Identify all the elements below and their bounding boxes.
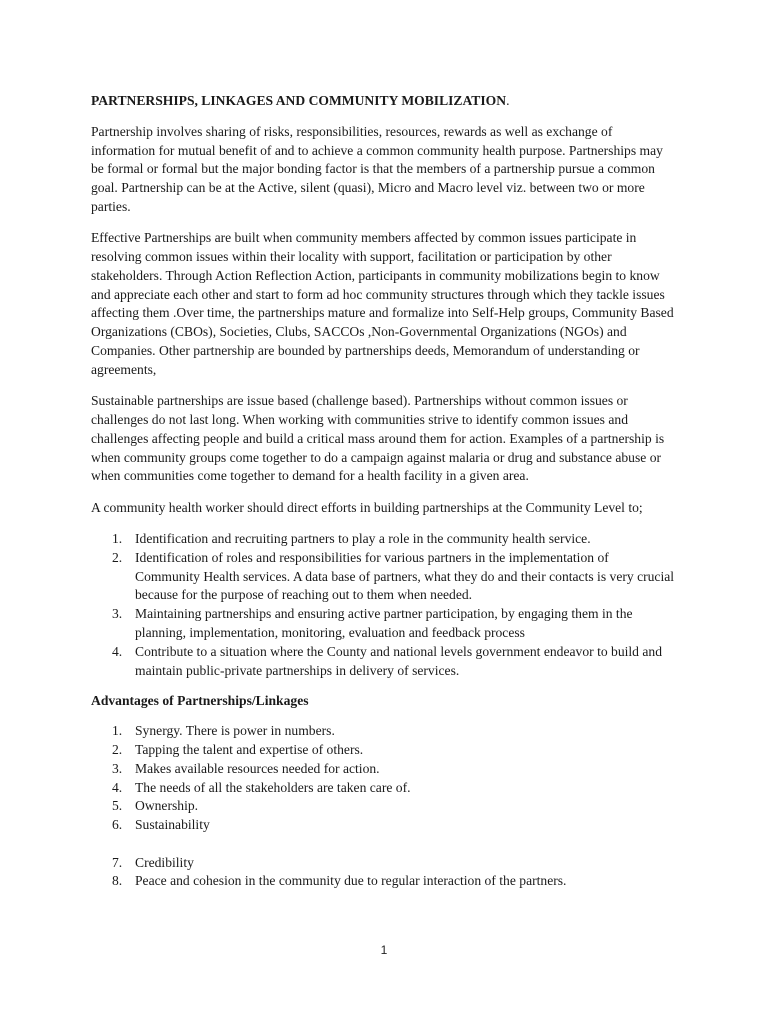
list-number: 2. — [112, 549, 123, 565]
list-number: 6. — [112, 817, 123, 833]
list-item — [91, 760, 676, 779]
list-item — [91, 816, 676, 835]
list-number: 5. — [112, 798, 123, 814]
list-number: 7. — [112, 854, 123, 870]
list-item — [91, 779, 676, 798]
list-item — [91, 530, 676, 549]
title-text: PARTNERSHIPS, LINKAGES AND COMMUNITY MOBILIZATION — [91, 93, 507, 108]
list-text: Tapping the talent and expertise of others. — [135, 741, 364, 757]
list-number: 3. — [112, 606, 123, 622]
list-item — [91, 549, 676, 605]
paragraph-chw-efforts-intro: A community health worker should direct efforts in building partnerships at the Community Level to; — [91, 499, 643, 515]
list-text: Synergy. There is power in numbers. — [135, 723, 335, 739]
efforts-list — [91, 530, 676, 680]
list-number: 1. — [112, 723, 123, 739]
list-number: 3. — [112, 760, 123, 776]
list-item — [91, 797, 676, 816]
advantages-heading: Advantages of Partnerships/Linkages — [91, 693, 309, 709]
list-text: Makes available resources needed for action. — [135, 760, 380, 776]
list-item — [91, 854, 676, 873]
list-text: Ownership. — [135, 798, 199, 814]
list-number: 1. — [112, 530, 123, 546]
list-number: 4. — [112, 643, 123, 659]
list-spacer — [91, 835, 676, 854]
advantages-list — [91, 722, 676, 835]
list-item — [91, 741, 676, 760]
list-text: Identification of roles and responsibilities for various partners in the implementation of Community Health services. A data base of partners, what they do and their contacts is very crucial because for the purpose of reaching out to them when needed. — [135, 549, 675, 603]
paragraph-sustainable-partnerships: Sustainable partnerships are issue based (challenge based). Partnerships without common issues or challenges do not last long. When working with communities strive to identify common issues and challenges affecting people and build a critical mass around them for action. Examples of a partnership is when community groups come together to do a campaign against malaria or drug and substance abuse or when communities come together to demand for a health facility in a given area. — [91, 393, 665, 484]
list-text: Sustainability — [135, 817, 210, 833]
page-number: 1 — [380, 943, 388, 957]
list-item — [91, 722, 676, 741]
list-number: 4. — [112, 779, 123, 795]
advantages-list-continued — [91, 854, 676, 892]
title-period: . — [506, 93, 510, 108]
list-text: Contribute to a situation where the County and national levels government endeavor to build and maintain public-private partnerships in delivery of services. — [135, 643, 663, 678]
paragraph-effective-partnerships: Effective Partnerships are built when community members affected by common issues participate in resolving common issues within their locality with support, facilitation or participation by other stakeholders. Through Action Reflection Action, participants in community mobilizations begin to know and appreciate each other and start to form ad hoc community structures through which they tackle issues affecting them .Over time, the partnerships mature and formalize into Self-Help groups, Community Based Organizations (CBOs), Societies, Clubs, SACCOs ,Non-Governmental Organizations (NGOs) and Companies. Other partnership are bounded by partnerships deeds, Memorandum of understanding or agreements, — [91, 230, 674, 377]
list-item — [91, 605, 676, 643]
list-text: Credibility — [135, 854, 194, 870]
list-number: 2. — [112, 741, 123, 757]
list-item — [91, 872, 676, 891]
list-text: Identification and recruiting partners to play a role in the community health service. — [135, 530, 591, 546]
list-number: 8. — [112, 873, 123, 889]
list-text: Peace and cohesion in the community due to regular interaction of the partners. — [135, 873, 567, 889]
list-item — [91, 643, 676, 681]
list-text: The needs of all the stakeholders are taken care of. — [135, 779, 411, 795]
page-title — [91, 92, 676, 111]
list-text: Maintaining partnerships and ensuring active partner participation, by engaging them in the planning, implementation, monitoring, evaluation and feedback process — [135, 606, 633, 640]
document-page — [91, 92, 676, 903]
paragraph-partnership-definition: Partnership involves sharing of risks, responsibilities, resources, rewards as well as exchange of information for mutual benefit of and to achieve a common community health purpose. Partnerships may be formal or formal but the major bonding factor is that the members of a partnership pursue a common goal. Partnership can be at the Active, silent (quasi), Micro and Macro level viz. between two or more parties. — [91, 123, 663, 214]
